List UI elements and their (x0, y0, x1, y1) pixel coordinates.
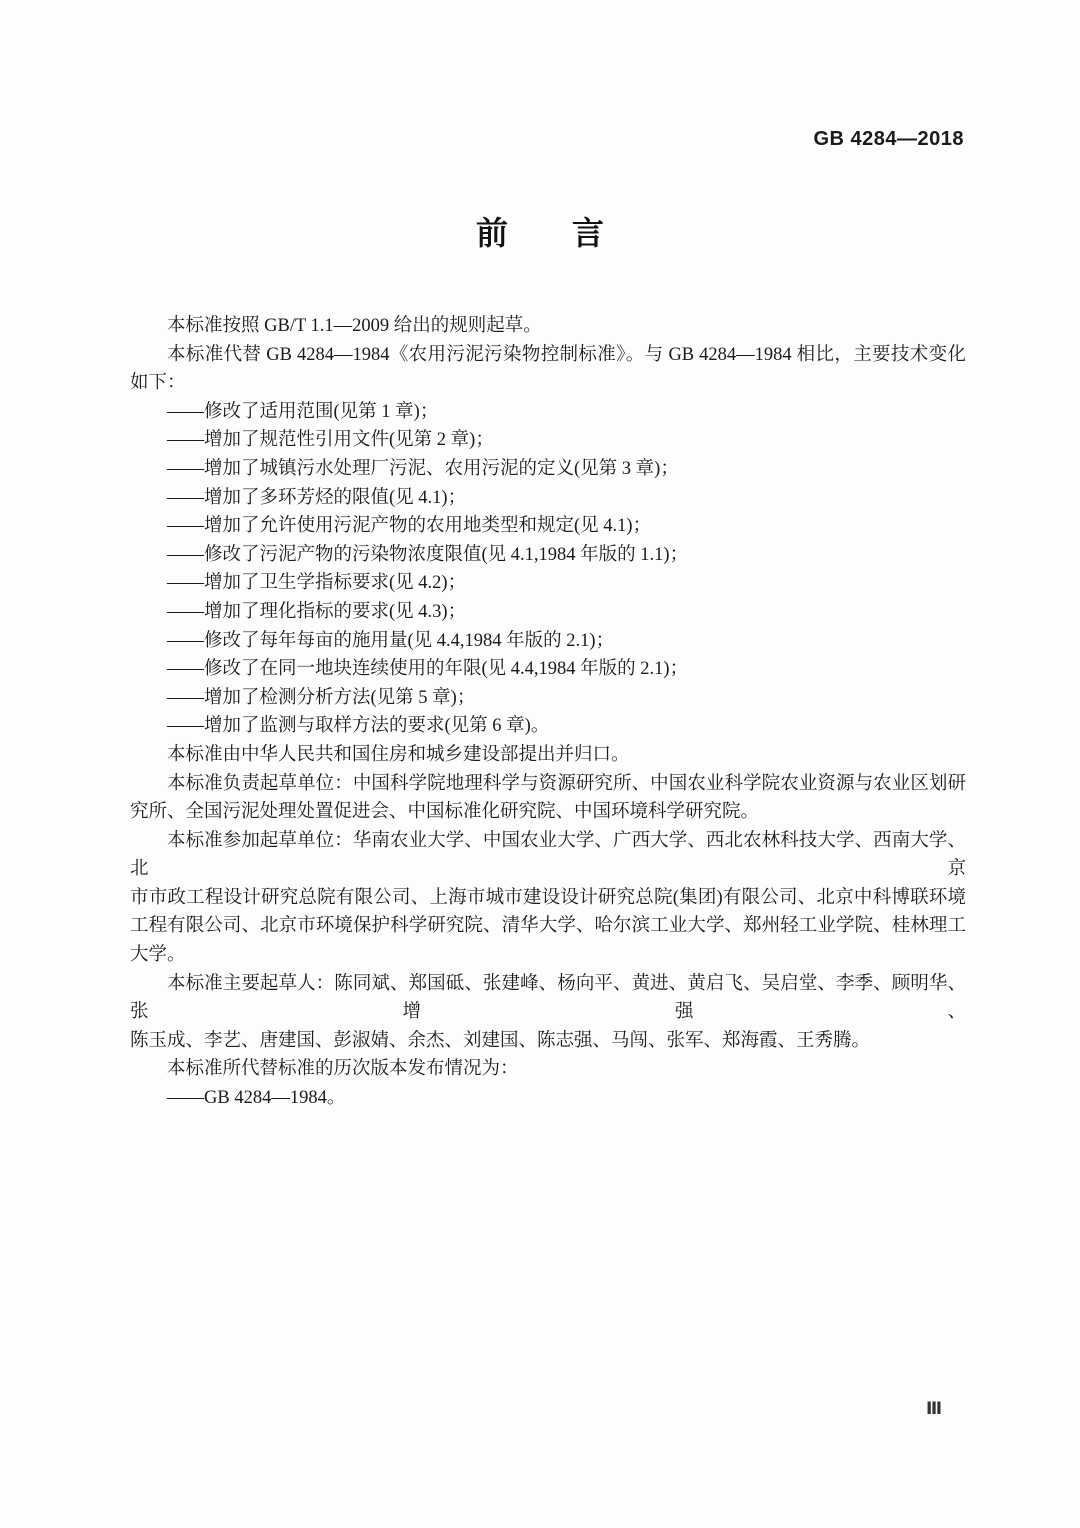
foreword-line: ——增加了城镇污水处理厂污泥、农用污泥的定义(见第 3 章)； (167, 458, 679, 479)
foreword-line: 究所、全国污泥处理处置促进会、中国标准化研究院、中国环境科学研究院。 (130, 802, 760, 823)
foreword-line: ——增加了检测分析方法(见第 5 章)； (167, 687, 476, 708)
foreword-line: ——增加了多环芳烃的限值(见 4.1)； (167, 487, 467, 508)
page-title-char-first: 前 (475, 215, 508, 251)
foreword-line: 市市政工程设计研究总院有限公司、上海市城市建设设计研究总院(集团)有限公司、北京中科博联环境 (130, 887, 966, 908)
foreword-line: ——修改了每年每亩的施用量(见 4.4,1984 年版的 2.1)； (167, 630, 615, 651)
page-title (0, 213, 1080, 253)
foreword-line: 本标准代替 GB 4284—1984《农用污泥污染物控制标准》。与 GB 4284—1984 相比，主要技术变化 (167, 344, 966, 365)
foreword-line: ——修改了在同一地块连续使用的年限(见 4.4,1984 年版的 2.1)； (167, 659, 689, 680)
foreword-line: 本标准按照 GB/T 1.1—2009 给出的规则起草。 (167, 316, 542, 336)
foreword-line: ——增加了理化指标的要求(见 4.3)； (167, 601, 467, 622)
foreword-line: ——增加了监测与取样方法的要求(见第 6 章)。 (167, 716, 550, 737)
foreword-line: ——增加了卫生学指标要求(见 4.2)； (167, 573, 467, 594)
foreword-line: 工程有限公司、北京市环境保护科学研究院、清华大学、哈尔滨工业大学、郑州轻工业学院、桂林理工 (130, 916, 966, 937)
foreword-line: ——修改了适用范围(见第 1 章)； (167, 401, 439, 422)
foreword-line: ——增加了规范性引用文件(见第 2 章)； (167, 430, 494, 451)
page-title-char-second: 言 (572, 215, 605, 251)
foreword-line: 本标准由中华人民共和国住房和城乡建设部提出并归口。 (167, 744, 630, 765)
foreword-line: 大学。 (130, 945, 186, 966)
foreword-line: ——增加了允许使用污泥产物的农用地类型和规定(见 4.1)； (167, 516, 652, 537)
foreword-line: 本标准所代替标准的历次版本发布情况为： (167, 1059, 519, 1080)
foreword-line: 如下： (130, 373, 186, 394)
page-number: Ⅲ (926, 1399, 943, 1419)
foreword-line: 本标准主要起草人：陈同斌、郑国砥、张建峰、杨向平、黄进、黄启飞、吴启堂、李季、顾明华、张增强、 (130, 973, 966, 1023)
standard-code: GB 4284—2018 (813, 128, 964, 150)
foreword-line: 陈玉成、李艺、唐建国、彭淑婧、余杰、刘建国、陈志强、马闯、张军、郑海霞、王秀腾。 (130, 1030, 871, 1051)
foreword-body (130, 312, 966, 1113)
foreword-line: ——GB 4284—1984。 (167, 1088, 346, 1109)
foreword-line: 本标准负责起草单位：中国科学院地理科学与资源研究所、中国农业科学院农业资源与农业区划研 (167, 773, 966, 794)
foreword-line: ——修改了污泥产物的污染物浓度限值(见 4.1,1984 年版的 1.1)； (167, 544, 689, 565)
foreword-line: 本标准参加起草单位：华南农业大学、中国农业大学、广西大学、西北农林科技大学、西南大学、北京 (130, 830, 966, 880)
